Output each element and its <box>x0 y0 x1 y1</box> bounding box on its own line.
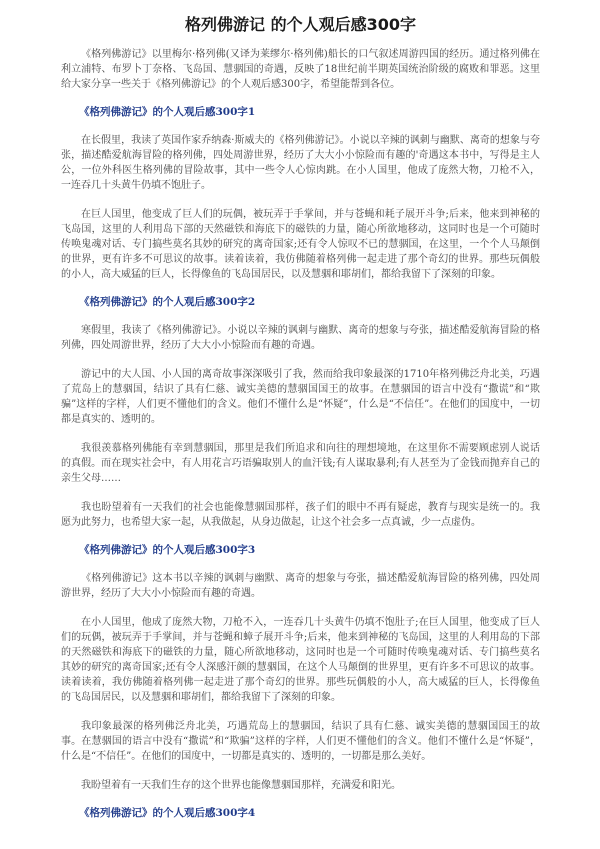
section-3-paragraph-3: 我印象最深的格列佛泛舟北美，巧遇荒岛上的慧骃国，结识了具有仁慈、诚实美德的慧骃国国王的故事。在慧骃国的语言中没有“撒谎”和“欺骗”这样的字样，人们更不懂他们的含义。他们不懂什么是“怀疑”，什么是“不信任”。在他们的国度中，一切都是真实的、透明的，一切都是那么美好。 <box>61 721 540 762</box>
section-heading-1: 《格列佛游记》的个人观后感300字1 <box>79 106 256 118</box>
section-1-paragraph-2: 在巨人国里，他变成了巨人们的玩偶，被玩弄于手掌间，并与苍蝇和耗子展开斗争;后来，他来到神秘的飞岛国，这里的人利用岛下部的天然磁铁和海底下的磁铁的力量，随心所欲地移动，这同时也是一个可随时传唤鬼魂对话、专门搞些莫名其妙的研究的离奇国家;还有令人惊叹不已的慧骃国，在这里，一个个人马颠倒的世界，更有许多不可思议的故事。读着读着，我仿佛随着格列佛一起走进了那个奇幻的世界。那些玩偶般的小人，高大威猛的巨人，长得像鱼的飞岛国居民，以及慧骃和耶胡们，都给我留下了深刻的印象。 <box>61 209 540 280</box>
section-2-paragraph-3: 我很羡慕格列佛能有幸到慧骃国，那里是我们所追求和向往的理想境地，在这里你不需要顾虑别人说话的真假。而在现实社会中，有人用花言巧语骗取别人的血汗钱;有人谋取暴利;有人甚至为了金钱而抛弃自己的亲生父母…… <box>61 443 540 484</box>
section-3-paragraph-2: 在小人国里，他成了庞然大物，刀枪不入，一连吞几十头黄牛仍填不饱肚子;在巨人国里，他变成了巨人们的玩偶，被玩弄于手掌间，并与苍蝇和蟑子展开斗争;后来，他来到神秘的飞岛国，这里的人利用岛的下部的天然磁铁和海底下的磁铁的力量，随心所欲地移动，这同时也是一个可随时传唤鬼魂对话、专门搞些莫名其妙的研究的离奇国家;还有令人深感汗颜的慧骃国，在这个人马颠倒的世界里，更有许多不可思议的故事。读着读着，我仿佛随着格列佛一起走进了那个奇幻的世界。那些玩偶般的小人，高大威猛的巨人，长得像鱼的飞岛国居民，以及慧骃和耶胡们，都给我留下了深刻的印象。 <box>61 617 540 703</box>
section-2-paragraph-1: 寒假里，我读了《格列佛游记》。小说以辛辣的讽刺与幽默、离奇的想象与夸张，描述酷爱航海冒险的格列佛，四处周游世界，经历了大大小小惊险而有趣的奇遇。 <box>61 325 540 351</box>
section-2-paragraph-2: 游记中的大人国、小人国的离奇故事深深吸引了我，然而给我印象最深的1710年格列佛泛舟北美，巧遇了荒岛上的慧骃国，结识了具有仁慈、诚实美德的慧骃国国王的故事。在慧骃国的语言中没有“撒谎”和“欺骗”这样的字样，人们更不懂他们的含义。他们不懂什么是“怀疑”，什么是“不信任”。在他们的国度中，一切都是真实的、透明的。 <box>61 369 540 425</box>
section-3-paragraph-4: 我盼望着有一天我们生存的这个世界也能像慧骃国那样，充满爱和阳光。 <box>81 780 401 791</box>
section-heading-2: 《格列佛游记》的个人观后感300字2 <box>79 296 256 308</box>
intro-paragraph: 《格列佛游记》以里梅尔·格列佛(又译为莱缪尔·格列佛)船长的口气叙述周游四国的经历。通过格列佛在利立浦特、布罗卜丁奈格、飞岛国、慧骃国的奇遇，反映了18世纪前半期英国统治阶级的腐败和罪恶。这里给大家分享一些关于《格列佛游记》的个人观后感300字，希望能帮到各位。 <box>61 49 540 90</box>
document-title: 格列佛游记 的个人观后感300字 <box>185 15 416 34</box>
section-heading-4: 《格列佛游记》的个人观后感300字4 <box>79 807 256 819</box>
section-2-paragraph-4: 我也盼望着有一天我们的社会也能像慧骃国那样，孩子们的眼中不再有疑虑，教育与现实是统一的。我愿为此努力，也希望大家一起，从我做起，从身边做起，让这个社会多一点真诚，少一点虚伪。 <box>61 502 540 528</box>
section-3-paragraph-1: 《格列佛游记》这本书以辛辣的讽刺与幽默、离奇的想象与夸张，描述酷爱航海冒险的格列佛，四处周游世界，经历了大大小小惊险而有趣的奇遇。 <box>61 573 540 599</box>
section-heading-3: 《格列佛游记》的个人观后感300字3 <box>79 544 256 556</box>
section-1-paragraph-1: 在长假里，我读了英国作家乔纳森·斯威夫的《格列佛游记》。小说以辛辣的讽刺与幽默、离奇的想象与夸张，描述酷爱航海冒险的格列佛，四处周游世界，经历了大大小小惊险而有趣的'奇遇这本书中，写得是主人公，一位外科医生格列佛的冒险故事，其中一些令人心惊肉跳。在小人国里，他成了庞然大物，刀枪不入，一连吞几十头黄牛仍填不饱肚子。 <box>61 135 540 191</box>
